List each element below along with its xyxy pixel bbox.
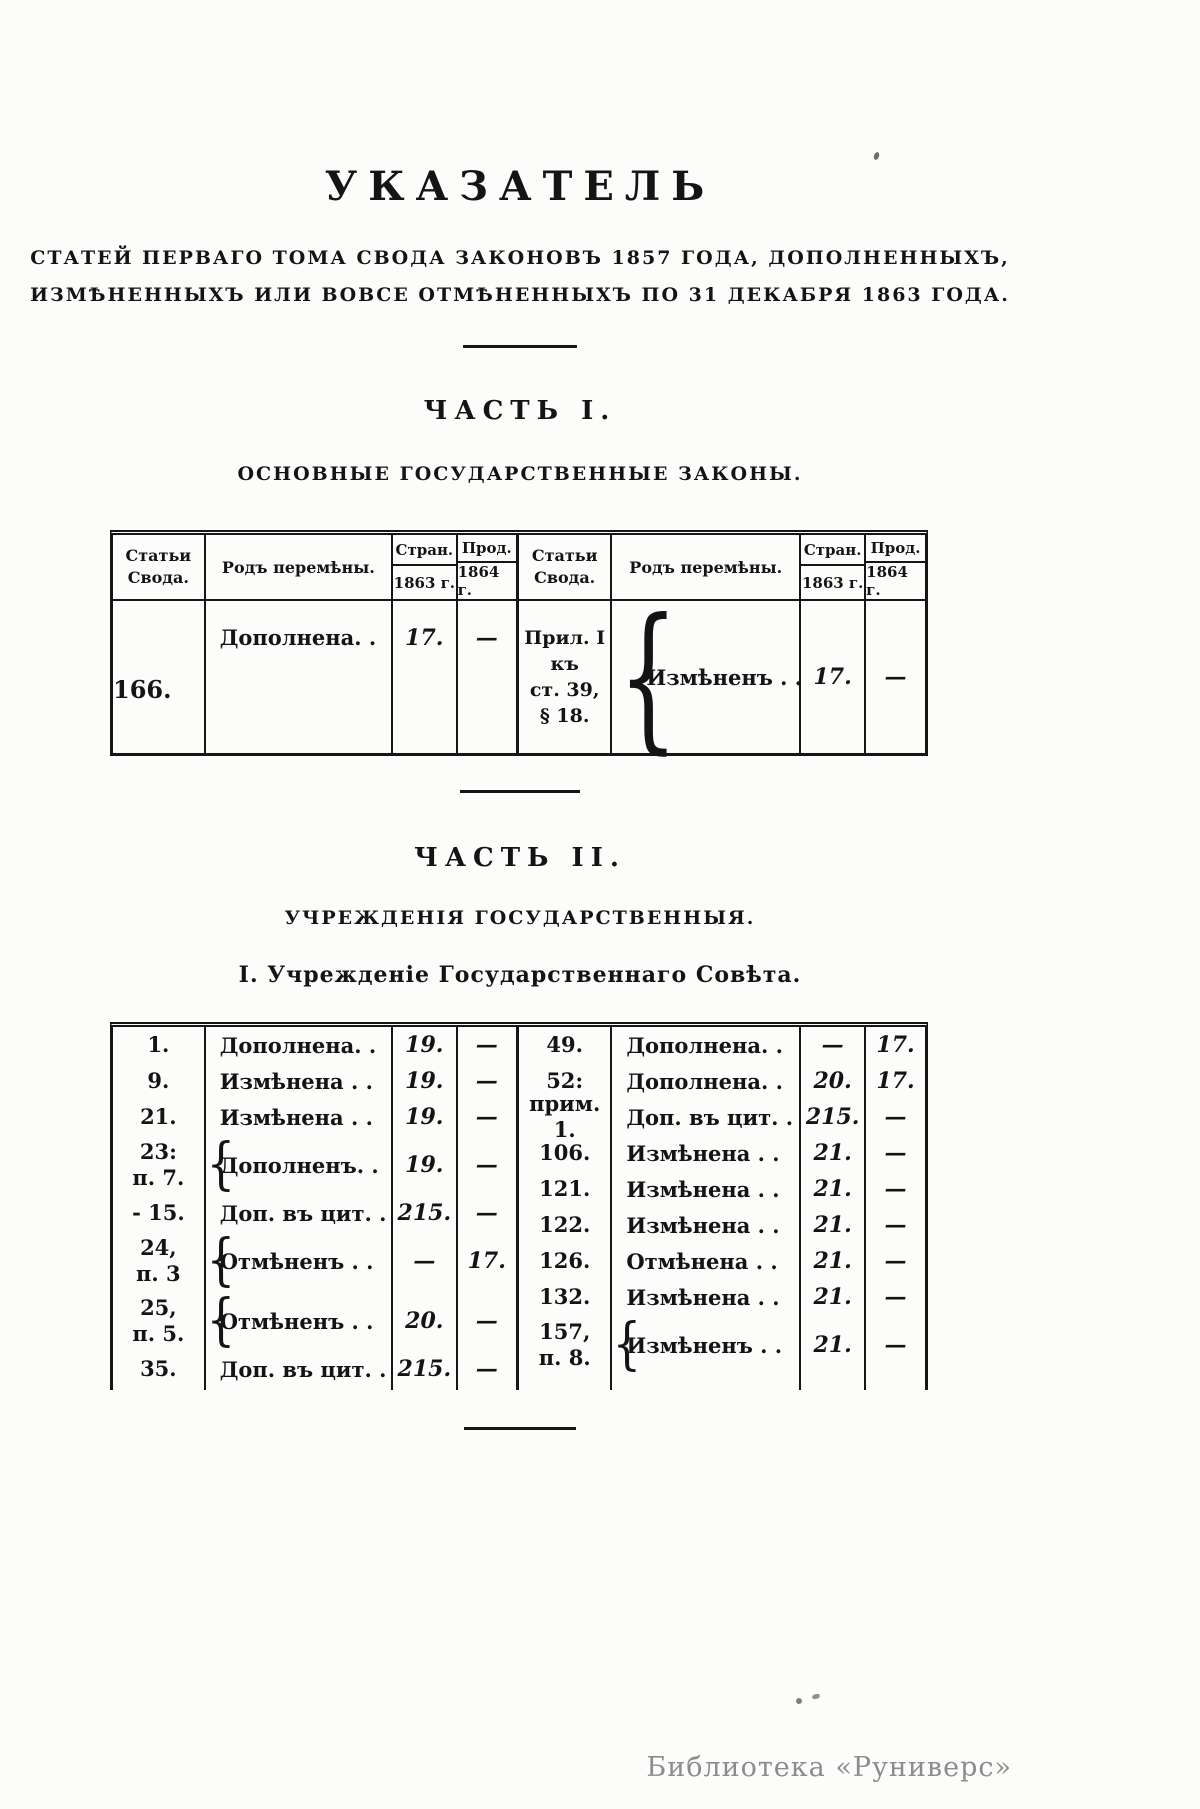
page-1863-cell (393, 1063, 457, 1099)
change-type: Измѣнена . . (219, 1068, 373, 1094)
article-cell (113, 1135, 206, 1195)
change-cell (612, 1099, 801, 1135)
page-1863: 21. (813, 1248, 852, 1274)
header-pages-1863 (801, 535, 866, 599)
empty-cell (612, 1375, 801, 1390)
change-type: Отмѣненъ . . (219, 1308, 374, 1334)
article-number-line2: п. 5. (132, 1321, 185, 1346)
table-row (519, 1091, 925, 1142)
article-cell (113, 1195, 206, 1231)
table-row (113, 1132, 516, 1197)
page-1864-cell (866, 601, 925, 753)
table-filler-row (113, 1387, 516, 1390)
article-number: 132. (539, 1284, 591, 1309)
page-1863: — (413, 1248, 436, 1274)
subtitle-line-1: СТАТЕЙ ПЕРВАГО ТОМА СВОДА ЗАКОНОВЪ 1857 ГОДА, ДОПОЛНЕННЫХЪ, (30, 247, 1010, 269)
page-1864-cell (866, 1027, 925, 1063)
page-1864: 17. (467, 1248, 506, 1274)
article-number: 25, (140, 1295, 177, 1320)
page-1864-cell (458, 1291, 516, 1351)
page-1863-cell (393, 1291, 457, 1351)
header-pages-1864 (866, 535, 925, 599)
page-1863-cell (801, 1171, 866, 1207)
article-number: 9. (147, 1068, 170, 1093)
page-1864: 17. (876, 1068, 915, 1094)
article-number: 106. (539, 1140, 591, 1165)
change-type: Измѣненъ . . (646, 664, 803, 690)
article-number: прим. 1. (529, 1091, 601, 1142)
table-row (519, 585, 925, 769)
change-cell (612, 1312, 801, 1377)
article-number-line2: п. 8. (538, 1345, 591, 1370)
page-1864-cell (458, 1351, 516, 1387)
change-type: Измѣнена . . (626, 1176, 780, 1202)
article-cell (113, 1099, 206, 1135)
article-number: 23: (139, 1139, 177, 1164)
article-cell (519, 1315, 612, 1375)
empty-cell (519, 1375, 612, 1390)
page-1864-cell (866, 1171, 925, 1207)
page-1863: 215. (805, 1104, 860, 1130)
empty-cell (113, 1387, 206, 1390)
change-cell (612, 1027, 801, 1063)
article-number-line2: п. 3 (136, 1261, 181, 1286)
grouping-brace: { (206, 1132, 235, 1197)
article-number: - 15. (132, 1200, 185, 1225)
table-row (113, 1351, 516, 1387)
article-cell (113, 1231, 206, 1291)
change-type: Доп. въ цит. . (219, 1356, 387, 1382)
page-1863-cell (801, 601, 866, 753)
change-cell (612, 585, 803, 769)
header-year-1863: 1863 г. (393, 573, 456, 592)
header-change-label: Родъ перемѣны. (221, 557, 375, 577)
section-divider-rule (463, 345, 577, 348)
article-number-line2: п. 7. (132, 1165, 185, 1190)
article-cell (113, 1063, 206, 1099)
page-1863: 21. (813, 1332, 852, 1358)
table-row (519, 1279, 925, 1315)
table-row (113, 1099, 516, 1135)
page-1864-cell (458, 1099, 516, 1135)
page-1864-cell (458, 1135, 516, 1195)
article-cell (519, 601, 612, 753)
page-1864: — (884, 1176, 907, 1202)
article-ref-line: Прил. I (524, 627, 606, 649)
page-1863: 215. (397, 1200, 452, 1226)
article-number: 157, (539, 1319, 591, 1344)
page-1864: — (884, 1104, 907, 1130)
article-number: 1. (147, 1032, 170, 1057)
page-1864-cell (458, 1027, 516, 1063)
page-1864: — (475, 1104, 498, 1130)
page-1863: 215. (397, 1356, 452, 1382)
header-change-type (206, 535, 393, 599)
header-prod-label: Прод. (866, 535, 925, 563)
header-prod-label: Прод. (458, 535, 516, 563)
page-1864-cell (866, 1207, 925, 1243)
page-1864: — (884, 1212, 907, 1238)
header-articles-line2: Свода. (127, 568, 189, 587)
article-cell (113, 1351, 206, 1387)
change-cell (612, 1135, 801, 1171)
header-articles (519, 535, 612, 599)
table-row (519, 1027, 925, 1063)
page-1863-cell (801, 1315, 866, 1375)
table-row (113, 1027, 516, 1063)
grouping-brace: { (618, 585, 679, 769)
page-1863-cell (393, 1195, 457, 1231)
subtitle-line-2: ИЗМѢНЕННЫХЪ ИЛИ ВОВСЕ ОТМѢНЕННЫХЪ ПО 31 ДЕКАБРЯ 1863 ГОДА. (30, 284, 1010, 306)
page-1864-cell (866, 1279, 925, 1315)
library-watermark: Библиотека «Руниверс» (646, 1752, 1012, 1783)
page-1863: 17. (405, 625, 444, 651)
change-type: Доп. въ цит. . (219, 1200, 387, 1226)
article-cell (519, 1027, 612, 1063)
table-row (113, 1063, 516, 1099)
table-row (113, 1228, 516, 1293)
page-1864: — (475, 1356, 498, 1382)
page-1864: — (475, 625, 498, 651)
page-1863: 19. (405, 1032, 444, 1058)
part2-table (110, 1022, 928, 1390)
article-cell (519, 1091, 612, 1142)
page-1864-cell (866, 1243, 925, 1279)
page-1863-cell (801, 1207, 866, 1243)
part2-subheading: УЧРЕЖДЕНІЯ ГОСУДАРСТВЕННЫЯ. (284, 907, 756, 929)
header-year-1864: 1864 г. (866, 563, 908, 599)
header-pages-label: Стран. (393, 535, 456, 566)
article-number: 166. (113, 674, 172, 704)
empty-cell (458, 1387, 516, 1390)
change-cell (206, 1351, 393, 1387)
table-row (519, 1207, 925, 1243)
page-1863: 20. (405, 1308, 444, 1334)
page-1863: 21. (813, 1284, 852, 1310)
change-type: Дополнена. . (219, 1032, 377, 1058)
page-1863-cell (393, 1135, 457, 1195)
article-number: 24, (140, 1235, 177, 1260)
header-articles (113, 535, 206, 599)
article-cell (519, 1243, 612, 1279)
change-type: Дополнена. . (626, 1068, 783, 1094)
header-articles-line1: Статьи (531, 546, 598, 565)
change-cell (612, 1171, 801, 1207)
page-1864: — (884, 1248, 907, 1274)
part1-table (110, 530, 928, 769)
scan-artifact (796, 1698, 802, 1704)
article-cell (113, 1291, 206, 1351)
change-cell (612, 1063, 801, 1099)
page-1864: — (475, 1200, 498, 1226)
page-1863: 21. (813, 1176, 852, 1202)
header-pages-label: Стран. (801, 535, 864, 566)
page-1863-cell (801, 1135, 866, 1171)
table-row (519, 1243, 925, 1279)
article-cell (113, 1027, 206, 1063)
page-1863: 17. (813, 664, 852, 690)
page-1864: 17. (876, 1032, 915, 1058)
page-1863-cell (801, 1279, 866, 1315)
table2-left-half (113, 1027, 519, 1390)
empty-cell (206, 1387, 393, 1390)
page-1863: — (821, 1032, 844, 1058)
change-type: Доп. въ цит. . (626, 1104, 794, 1130)
table-header (113, 535, 516, 601)
change-type: Отмѣненъ . . (219, 1248, 374, 1274)
change-cell (206, 1195, 393, 1231)
page-1864-cell (458, 601, 516, 753)
article-number: 121. (539, 1176, 591, 1201)
page-1864: — (884, 1332, 907, 1358)
section-divider-rule (464, 1427, 576, 1430)
page-1863-cell (393, 1099, 457, 1135)
change-cell (206, 1228, 393, 1293)
page-1864-cell (458, 1195, 516, 1231)
section-divider-rule (460, 790, 580, 793)
table-row (113, 1195, 516, 1231)
article-ref-line: § 18. (539, 705, 590, 727)
page-1864-cell (866, 1315, 925, 1375)
page-1864: — (884, 664, 907, 690)
grouping-brace: { (612, 1312, 642, 1377)
table1-right-half (519, 535, 925, 769)
article-number: 49. (546, 1032, 583, 1057)
page-1864-cell (866, 1135, 925, 1171)
empty-cell (866, 1375, 925, 1390)
article-number: 126. (539, 1248, 591, 1273)
header-pages-1864 (458, 535, 516, 599)
header-year-1864: 1864 г. (457, 563, 500, 599)
table1-left-half (113, 535, 519, 753)
change-type: Измѣнена . . (626, 1284, 780, 1310)
article-cell (519, 1171, 612, 1207)
change-cell (206, 1027, 393, 1063)
page-1863-cell (393, 1231, 457, 1291)
change-type: Измѣнена . . (626, 1212, 780, 1238)
change-type: Измѣнена . . (219, 1104, 373, 1130)
change-cell (206, 1099, 393, 1135)
change-type: Отмѣнена . . (626, 1248, 778, 1274)
header-pages (393, 535, 516, 599)
table-row (113, 1288, 516, 1353)
page-1863-cell (801, 1099, 866, 1135)
article-cell (519, 1135, 612, 1171)
article-ref-line: къ (550, 653, 579, 675)
article-cell (113, 601, 206, 753)
page-1864: — (884, 1140, 907, 1166)
change-type: Дополненъ. . (219, 1152, 379, 1178)
table-header (519, 535, 925, 601)
change-type: Измѣненъ . . (626, 1332, 783, 1358)
empty-cell (801, 1375, 866, 1390)
page-1863: 20. (813, 1068, 852, 1094)
part1-heading: ЧАСТЬ I. (423, 396, 617, 426)
page-1863: 21. (813, 1140, 852, 1166)
change-cell (206, 1132, 393, 1197)
header-change-label: Родъ перемѣны. (629, 557, 783, 577)
page-1864-cell (458, 1231, 516, 1291)
article-cell (519, 1279, 612, 1315)
grouping-brace: { (206, 1288, 235, 1353)
header-articles-line2: Свода. (534, 568, 596, 587)
page-1864: — (475, 1068, 498, 1094)
change-cell (612, 1243, 801, 1279)
page-1863-cell (801, 1243, 866, 1279)
change-cell (206, 601, 393, 753)
chapter-heading: I. Учрежденіе Государственнаго Совѣта. (238, 962, 802, 988)
page-1863-cell (393, 1027, 457, 1063)
page-1864: — (475, 1308, 498, 1334)
change-type: Измѣнена . . (626, 1140, 780, 1166)
part1-subheading: ОСНОВНЫЕ ГОСУДАРСТВЕННЫЕ ЗАКОНЫ. (237, 463, 803, 485)
article-number: 122. (539, 1212, 591, 1237)
change-cell (206, 1063, 393, 1099)
page-1864: — (475, 1152, 498, 1178)
header-articles-line1: Статьи (125, 546, 192, 565)
page-1863: 19. (405, 1068, 444, 1094)
page-1864: — (475, 1032, 498, 1058)
change-cell (206, 1288, 393, 1353)
page-1863-cell (393, 601, 457, 753)
table-row (519, 1135, 925, 1171)
part2-heading: ЧАСТЬ II. (414, 843, 626, 873)
empty-cell (393, 1387, 457, 1390)
article-number: 21. (140, 1104, 177, 1129)
header-year-1863: 1863 г. (801, 573, 864, 592)
header-pages (801, 535, 925, 599)
page-1864-cell (458, 1063, 516, 1099)
change-type: Дополнена. . (219, 625, 377, 650)
table-row (519, 1312, 925, 1377)
change-type: Дополнена. . (626, 1032, 783, 1058)
article-ref-line: ст. 39, (529, 679, 600, 701)
table-row (519, 1171, 925, 1207)
page-title: УКАЗАТЕЛЬ (324, 163, 716, 210)
article-number: 52: (546, 1068, 584, 1093)
article-number: 35. (140, 1356, 177, 1381)
article-cell (519, 1207, 612, 1243)
table2-right-half (519, 1027, 925, 1390)
table-filler-row (519, 1375, 925, 1390)
table-row (113, 601, 516, 753)
page-1863-cell (801, 1063, 866, 1099)
header-pages-1863 (393, 535, 458, 599)
page-1863: 21. (813, 1212, 852, 1238)
change-cell (612, 1207, 801, 1243)
page-1864-cell (866, 1099, 925, 1135)
page-1863: 19. (405, 1152, 444, 1178)
change-cell (612, 1279, 801, 1315)
page-1863-cell (393, 1351, 457, 1387)
page-1864: — (884, 1284, 907, 1310)
page-1864-cell (866, 1063, 925, 1099)
page-1863: 19. (405, 1104, 444, 1130)
page-1863-cell (801, 1027, 866, 1063)
grouping-brace: { (206, 1228, 235, 1293)
